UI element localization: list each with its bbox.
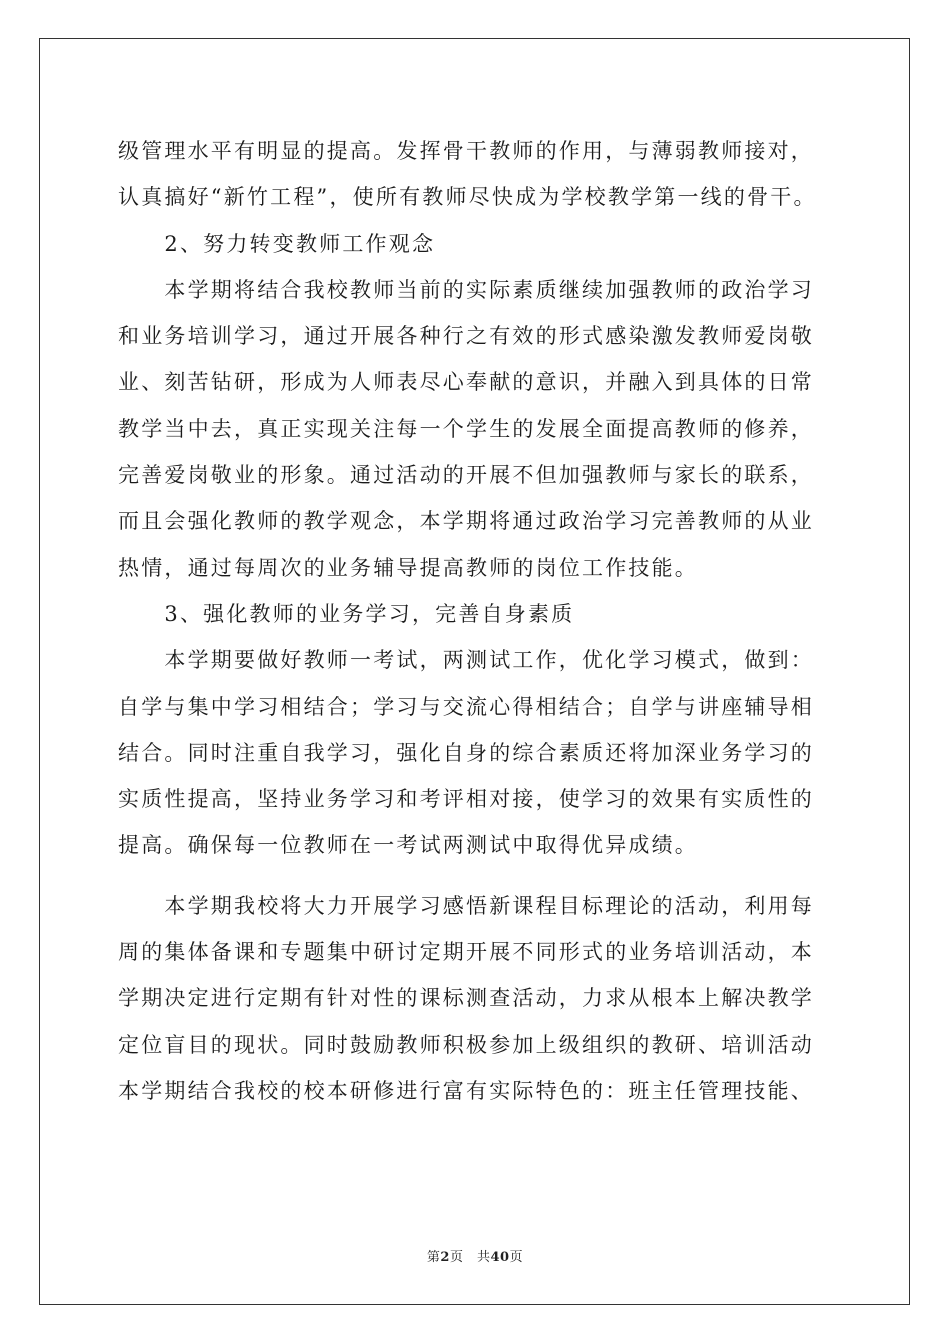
text-line: 学期决定进行定期有针对性的课标测查活动，力求从根本上解决教学 bbox=[118, 986, 814, 1011]
paragraph-gap bbox=[118, 869, 836, 883]
text-line: 热情，通过每周次的业务辅导提高教师的岗位工作技能。 bbox=[118, 555, 698, 580]
footer-page-number: 2 bbox=[440, 1250, 450, 1265]
text-line: 自学与集中学习相结合；学习与交流心得相结合；自学与讲座辅导相 bbox=[118, 694, 814, 719]
text-line: 本学期我校将大力开展学习感悟新课程目标理论的活动，利用每 bbox=[118, 893, 814, 918]
text-line: 本学期将结合我校教师当前的实际素质继续加强教师的政治学习 bbox=[118, 277, 814, 302]
text-line: 本学期要做好教师一考试，两测试工作，优化学习模式，做到： bbox=[118, 648, 814, 673]
text-line: 完善爱岗敬业的形象。通过活动的开展不但加强教师与家长的联系， bbox=[118, 463, 814, 488]
document-body bbox=[118, 128, 836, 1114]
text-line: 结合。同时注重自我学习，强化自身的综合素质还将加深业务学习的 bbox=[118, 740, 814, 765]
footer-mid: 页 共 bbox=[449, 1250, 491, 1265]
text-line: 和业务培训学习，通过开展各种行之有效的形式感染激发教师爱岗敬 bbox=[118, 324, 814, 349]
text-line: 认真搞好“新竹工程”，使所有教师尽快成为学校教学第一线的骨干。 bbox=[118, 185, 817, 210]
text-line: 教学当中去，真正实现关注每一个学生的发展全面提高教师的修养， bbox=[118, 416, 814, 441]
footer-suffix: 页 bbox=[509, 1250, 524, 1265]
text-line: 周的集体备课和专题集中研讨定期开展不同形式的业务培训活动，本 bbox=[118, 940, 814, 965]
text-line: 实质性提高，坚持业务学习和考评相对接，使学习的效果有实质性的 bbox=[118, 787, 814, 812]
text-line: 而且会强化教师的教学观念，本学期将通过政治学习完善教师的从业 bbox=[118, 509, 814, 534]
text-line: 本学期结合我校的校本研修进行富有实际特色的：班主任管理技能、 bbox=[118, 1078, 814, 1103]
page-footer bbox=[0, 1246, 950, 1265]
text-line: 提高。确保每一位教师在一考试两测试中取得优异成绩。 bbox=[118, 833, 698, 858]
footer-total-pages: 40 bbox=[490, 1250, 510, 1265]
footer-prefix: 第 bbox=[426, 1250, 441, 1265]
text-line: 业、刻苦钻研，形成为人师表尽心奉献的意识，并融入到具体的日常 bbox=[118, 370, 814, 395]
section-heading: 2、努力转变教师工作观念 bbox=[118, 231, 436, 256]
text-line: 级管理水平有明显的提高。发挥骨干教师的作用，与薄弱教师接对， bbox=[118, 139, 814, 163]
section-heading: 3、强化教师的业务学习，完善自身素质 bbox=[118, 601, 575, 626]
text-line: 定位盲目的现状。同时鼓励教师积极参加上级组织的教研、培训活动 bbox=[118, 1032, 814, 1057]
